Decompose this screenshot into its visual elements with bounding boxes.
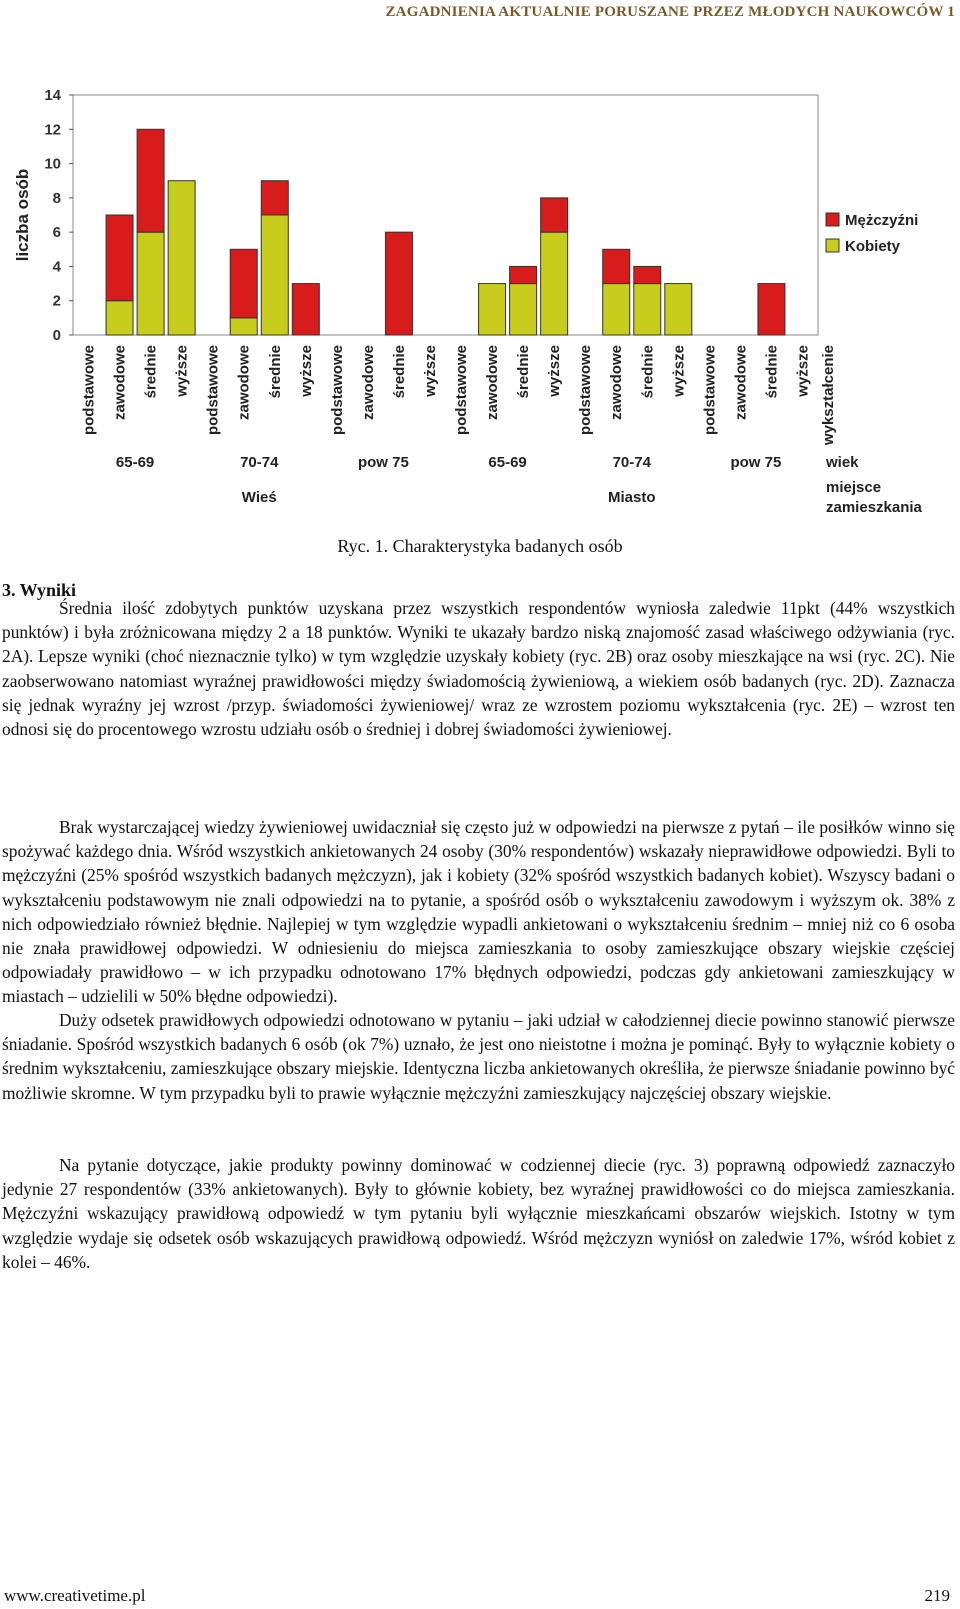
y-tick-label: 12 <box>44 121 61 139</box>
bar-mezczyzni-17 <box>603 249 630 283</box>
x-category-label: wyższe <box>546 345 564 397</box>
figure-caption: Ryc. 1. Charakterystyka badanych osób <box>337 536 623 556</box>
bar-mezczyzni-10 <box>385 232 412 335</box>
y-tick-label: 8 <box>52 189 61 207</box>
residence-group-label: Miasto <box>607 489 656 506</box>
x-category-label: średnie <box>639 345 657 399</box>
x-category-label: średnie <box>142 345 160 399</box>
bar-mezczyzni-18 <box>634 266 661 283</box>
paragraph-3: Duży odsetek prawidłowych odpowiedzi odnotowano w pytaniu – jaki udział w całodziennej diecie powinno stanowić pierwsze śniadanie. Spośród wszystkich badanych 6 osób (ok 7%) uznało, że jest ono nieistotne i można je pominąć. Były to wyłącznie kobiety o średnim wykształceniu, zamieszkujące obszary miejskie. Identyczna liczba ankietowanych określiła, że pierwsze śniadanie powinno być możliwie skromne. W tym przypadku byli to prawie wyłącznie mężczyźni zamieszkujący najczęściej obszary wiejskie. <box>2 1010 955 1103</box>
y-tick-label: 14 <box>44 87 61 104</box>
age-group-label: 70-74 <box>240 454 279 471</box>
paragraph-4: Na pytanie dotyczące, jakie produkty powinny dominować w codziennej diecie (ryc. 3) poprawną odpowiedź zaznaczyło jedynie 27 respondentów (33% ankietowanych). Były to głównie kobiety, bez wyraźnej prawidłowości co do miejsca zamieszkania. Mężczyźni wskazujący prawidłową odpowiedź w tym pytaniu byli wyłącznie mieszkańcami obszarów wiejskich. Istotny w tym względzie wydaje się odsetek osób wskazujących prawidłową odpowiedź. Wśród mężczyzn wyniósł on zaledwie 17%, wśród kobiet z kolei – 46%. <box>2 1155 955 1272</box>
x-category-label: zawodowe <box>608 345 626 421</box>
bar-kobiety-19 <box>665 284 692 335</box>
x-category-label: średnie <box>763 345 781 399</box>
residence-title-line1: miejsce <box>826 479 882 496</box>
x-category-label: podstawowe <box>577 345 595 436</box>
age-group-label: 65-69 <box>115 454 155 471</box>
bar-kobiety-1 <box>106 301 133 335</box>
age-group-label: pow 75 <box>357 454 409 471</box>
paragraph-2: Brak wystarczającej wiedzy żywieniowej uwidaczniał się często już w odpowiedzi na pierwsze z pytań – ile posiłków winno się spożywać każdego dnia. Wśród wszystkich ankietowanych 24 osoby (30% respondentów) wskazały nieprawidłowe odpowiedzi. Byli to mężczyźni (25% spośród wszystkich badanych mężczyzn), jak i kobiety (32% spośród wszystkich badanych kobiet). Wszyscy badani o wykształceniu podstawowym nie znali odpowiedzi na to pytanie, a spośród osób o wykształceniu zawodowym i wyższym ok. 38% z nich odpowiedziało również błędnie. Najlepiej w tym względzie wypadli ankietowani o wykształceniu średnim – mniej niż co 6 osoba nie znała prawidłowej odpowiedzi. W odniesieniu do miejsca zamieszkania to osoby zamieszkujące obszary wiejskie częściej odpowiadały prawidłowo – w ich przypadku odnotowano 17% błędnych odpowiedzi, podczas gdy ankietowani zamieszkujący w miastach – udzielili w 50% błędne odpowiedzi). <box>2 817 955 1007</box>
bar-kobiety-14 <box>510 284 537 335</box>
bar-mezczyzni-22 <box>758 284 785 335</box>
residence-group-label: Wieś <box>241 489 277 506</box>
x-category-label: zawodowe <box>235 345 253 421</box>
age-title: wiek <box>826 454 859 471</box>
x-category-label: zawodowe <box>359 345 377 421</box>
x-category-label: średnie <box>515 345 533 399</box>
y-tick-label: 6 <box>52 224 61 242</box>
bar-mezczyzni-2 <box>137 129 164 232</box>
legend-swatch <box>826 213 839 226</box>
bar-kobiety-3 <box>168 181 195 335</box>
bar-kobiety-13 <box>479 284 506 335</box>
age-group-label: 65-69 <box>488 454 527 471</box>
age-group-label: pow 75 <box>730 454 782 471</box>
x-category-label: podstawowe <box>701 345 719 436</box>
running-header: ZAGADNIENIA AKTUALNIE PORUSZANE PRZEZ MŁODYCH NAUKOWCÓW 1 <box>385 4 955 20</box>
paragraph-1: Średnia ilość zdobytych punktów uzyskana przez wszystkich respondentów wyniosła zaledwie 11pkt (44% wszystkich punktów) i była zróżnicowana między 2 a 18 punktów. Wyniki te ukazały bardzo niską znajomość zasad właściwego odżywiania (ryc. 2A). Lepsze wyniki (choć nieznacznie tylko) w tym względzie uzyskały kobiety (ryc. 2B) oraz osoby mieszkające na wsi (ryc. 2C). Nie zaobserwowano natomiast wyraźnej prawidłowości między świadomością żywieniową, a wiekiem osób badanych (ryc. 2D). Zaznacza się jednak wyraźny jej wzrost /przyp. świadomości żywieniowej/ wraz ze wzrostem poziomu wykształcenia (ryc. 2E) – wzrost ten odnosi się do procentowego wzrostu udziału osób o średniej i dobrej świadomości żywieniowej. <box>2 598 955 740</box>
education-age-residence-chart <box>0 75 960 525</box>
bar-mezczyzni-6 <box>261 181 288 215</box>
residence-title-line2: zamieszkania <box>826 499 922 516</box>
legend-swatch <box>826 239 839 252</box>
section-title: 3. Wyniki <box>2 580 77 600</box>
bar-mezczyzni-5 <box>230 249 257 318</box>
y-tick-label: 0 <box>52 327 61 344</box>
y-tick-label: 4 <box>52 258 61 276</box>
x-category-label: podstawowe <box>328 345 346 436</box>
page-number: 219 <box>924 1586 950 1605</box>
x-category-label: średnie <box>390 345 408 399</box>
bar-kobiety-5 <box>230 318 257 335</box>
bar-kobiety-15 <box>541 232 568 335</box>
bar-mezczyzni-15 <box>541 198 568 232</box>
legend-label: Kobiety <box>845 238 901 255</box>
footer-website: www.creativetime.pl <box>4 1586 146 1605</box>
y-axis-label: liczba osób <box>13 168 32 262</box>
bar-kobiety-6 <box>261 215 288 335</box>
x-category-label: średnie <box>266 345 284 399</box>
y-tick-label: 10 <box>44 155 61 173</box>
x-axis-title-education: wykształcenie <box>820 345 837 446</box>
bar-kobiety-17 <box>603 284 630 335</box>
x-category-label: podstawowe <box>80 345 98 436</box>
x-category-label: wyższe <box>421 345 439 397</box>
legend-label: Mężczyźni <box>845 212 919 229</box>
x-category-label: podstawowe <box>204 345 222 436</box>
bar-kobiety-2 <box>137 232 164 335</box>
x-category-label: zawodowe <box>484 345 502 421</box>
bar-mezczyzni-1 <box>106 215 133 301</box>
x-category-label: zawodowe <box>111 345 129 421</box>
bar-mezczyzni-14 <box>510 266 537 283</box>
bar-kobiety-18 <box>634 284 661 335</box>
x-category-label: podstawowe <box>453 345 471 436</box>
x-category-label: wyższe <box>297 345 315 397</box>
age-group-label: 70-74 <box>612 454 651 471</box>
x-category-label: wyższe <box>794 345 812 397</box>
y-tick-label: 2 <box>52 292 61 310</box>
x-category-label: wyższe <box>670 345 688 397</box>
x-category-label: wyższe <box>173 345 191 397</box>
x-category-label: zawodowe <box>732 345 750 421</box>
bar-mezczyzni-7 <box>292 284 319 335</box>
